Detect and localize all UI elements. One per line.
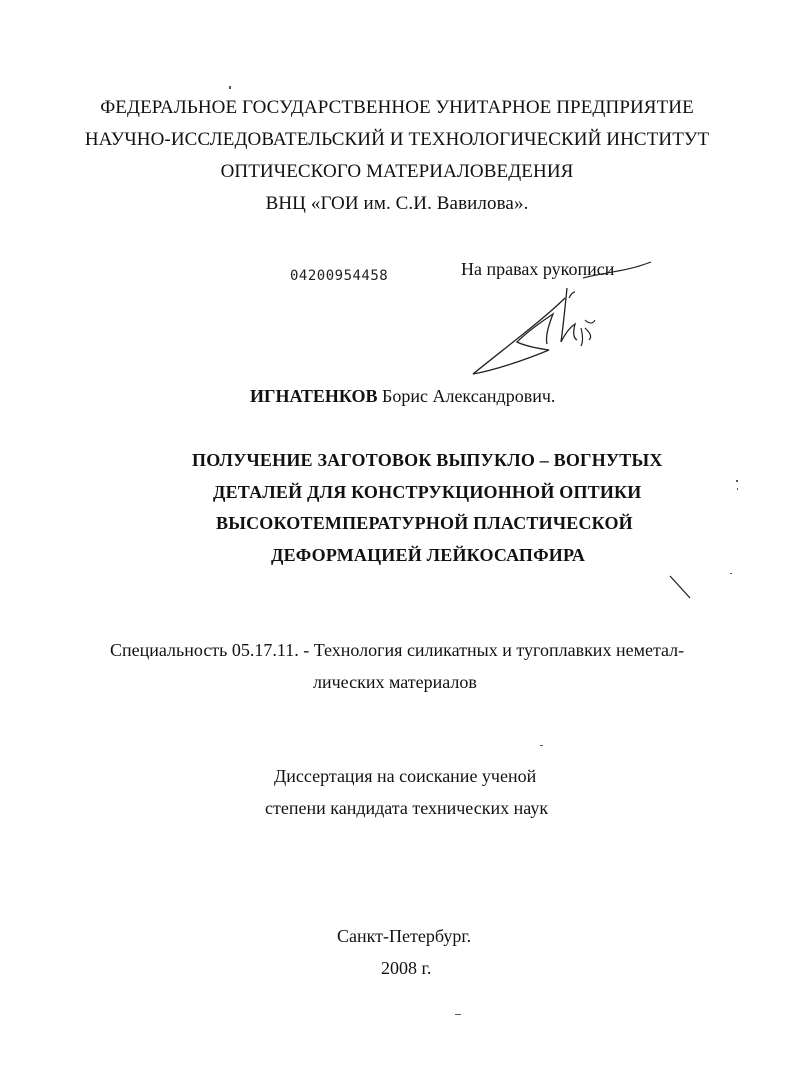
specialty-line-1: Специальность 05.17.11. - Технология силикатных и тугоплавких неметал- [110,640,685,660]
registry-number: 04200954458 [290,268,389,284]
organization-line-2: НАУЧНО-ИССЛЕДОВАТЕЛЬСКИЙ И ТЕХНОЛОГИЧЕСКИЙ ИНСТИТУТ [84,129,710,150]
signature-icon [465,258,655,383]
organization-line-4: ВНЦ «ГОИ им. С.И. Вавилова». [265,193,529,214]
organization-line-1: ФЕДЕРАЛЬНОЕ ГОСУДАРСТВЕННОЕ УНИТАРНОЕ ПРЕДПРИЯТИЕ [100,97,694,118]
degree-line-1: Диссертация на соискание ученой [274,766,537,786]
dissertation-title-line-3: ВЫСОКОТЕМПЕРАТУРНОЙ ПЛАСТИЧЕСКОЙ [216,513,633,533]
scan-speck [540,745,543,746]
scan-speck [455,1014,461,1015]
manuscript-note: На правах рукописи [461,259,615,279]
degree-line-2: степени кандидата технических наук [265,798,549,818]
city: Санкт-Петербург. [337,926,472,946]
organization-line-3: ОПТИЧЕСКОГО МАТЕРИАЛОВЕДЕНИЯ [220,161,574,182]
scan-speck [229,86,231,89]
author-surname: ИГНАТЕНКОВ [250,386,378,406]
specialty-line-2: лических материалов [313,672,477,692]
scan-speck [737,488,738,490]
dissertation-title-line-2: ДЕТАЛЕЙ ДЛЯ КОНСТРУКЦИОННОЙ ОПТИКИ [213,482,642,502]
scan-speck [736,480,738,482]
author-name [250,385,555,407]
year: 2008 г. [381,958,432,978]
scan-speck [730,573,732,574]
pen-mark-icon [668,574,694,602]
author-given-names: Борис Александрович. [377,386,556,406]
dissertation-title-line-4: ДЕФОРМАЦИЕЙ ЛЕЙКОСАПФИРА [271,545,586,565]
dissertation-title-line-1: ПОЛУЧЕНИЕ ЗАГОТОВОК ВЫПУКЛО – ВОГНУТЫХ [192,450,663,470]
